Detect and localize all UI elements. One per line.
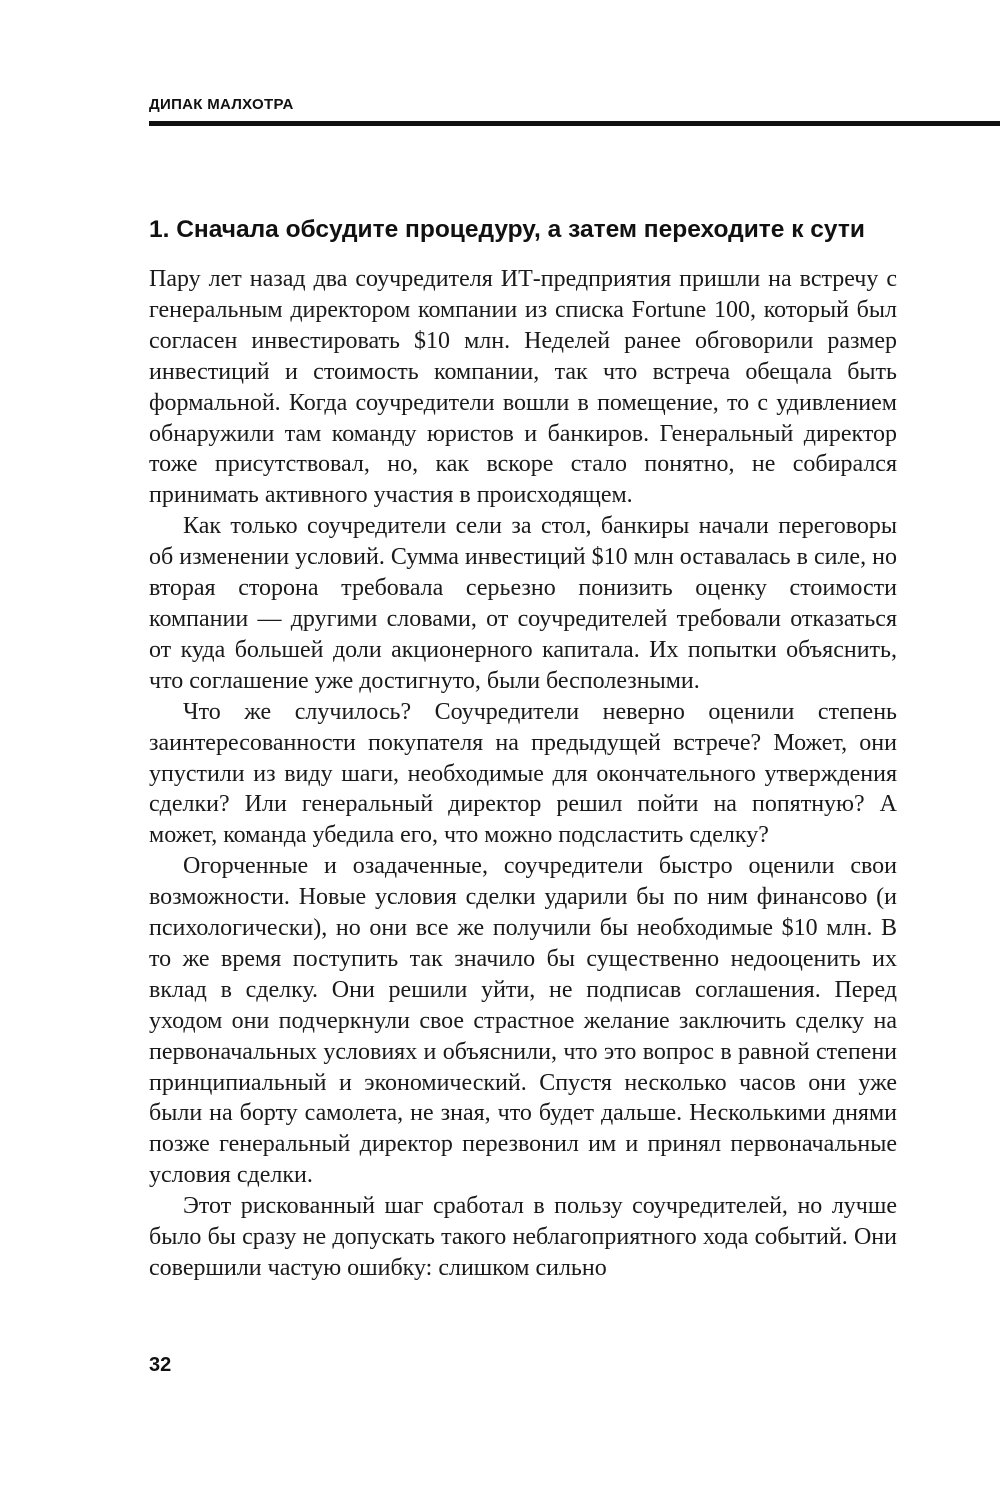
page-number: 32: [149, 1354, 172, 1376]
body-text: [149, 264, 897, 1284]
paragraph: Пару лет назад два соучредителя ИТ-предприятия пришли на встречу с генеральным директором компании из списка Fortune 100, который был согласен инвестировать $10 млн. Неделей ранее обговорили размер инвестиций и стоимость компании, так что встреча обещала быть формальной. Когда соучредители вошли в помещение, то с удивлением обнаружили там команду юристов и банкиров. Генеральный директор тоже присутствовал, но, как вскоре стало понятно, не собирался принимать активного участия в происходящем.: [149, 266, 897, 509]
paragraph: Огорченные и озадаченные, соучредители быстро оценили свои возможности. Новые условия сделки ударили бы по ним финансово (и психологически), но они все же получили бы необходимые $10 млн. В то же время поступить так значило бы существенно недооценить их вклад в сделку. Они решили уйти, не подписав соглашения. Перед уходом они подчеркнули свое страстное желание заключить сделку на первоначальных условиях и объяснили, что это вопрос в равной степени принципиальный и экономический. Спустя несколько часов они уже были на борту самолета, не зная, что будет дальше. Несколькими днями позже генеральный директор перезвонил им и принял первоначальные условия сделки.: [149, 853, 897, 1189]
paragraph: Этот рискованный шаг сработал в пользу соучредителей, но лучше было бы сразу не допускать такого неблагоприятного хода событий. Они совершили частую ошибку: слишком сильно: [149, 1193, 897, 1281]
paragraph: Как только соучредители сели за стол, банкиры начали переговоры об изменении условий. Сумма инвестиций $10 млн оставалась в силе, но вторая сторона требовала серьезно понизить оценку стоимости компании — другими словами, от соучредителей требовали отказаться от куда большей доли акционерного капитала. Их попытки объяснить, что соглашение уже достигнуто, были бесполезными.: [149, 513, 897, 694]
section-heading: 1. Сначала обсудите процедуру, а затем переходите к сути: [149, 216, 865, 243]
running-header-author: ДИПАК МАЛХОТРА: [149, 96, 294, 113]
header-rule: [149, 121, 1000, 126]
paragraph: Что же случилось? Соучредители неверно оценили степень заинтересованности покупателя на предыдущей встрече? Может, они упустили из виду шаги, необходимые для окончательного утверждения сделки? Или генеральный директор решил пойти на попятную? А может, команда убедила его, что можно подсластить сделку?: [149, 698, 897, 849]
